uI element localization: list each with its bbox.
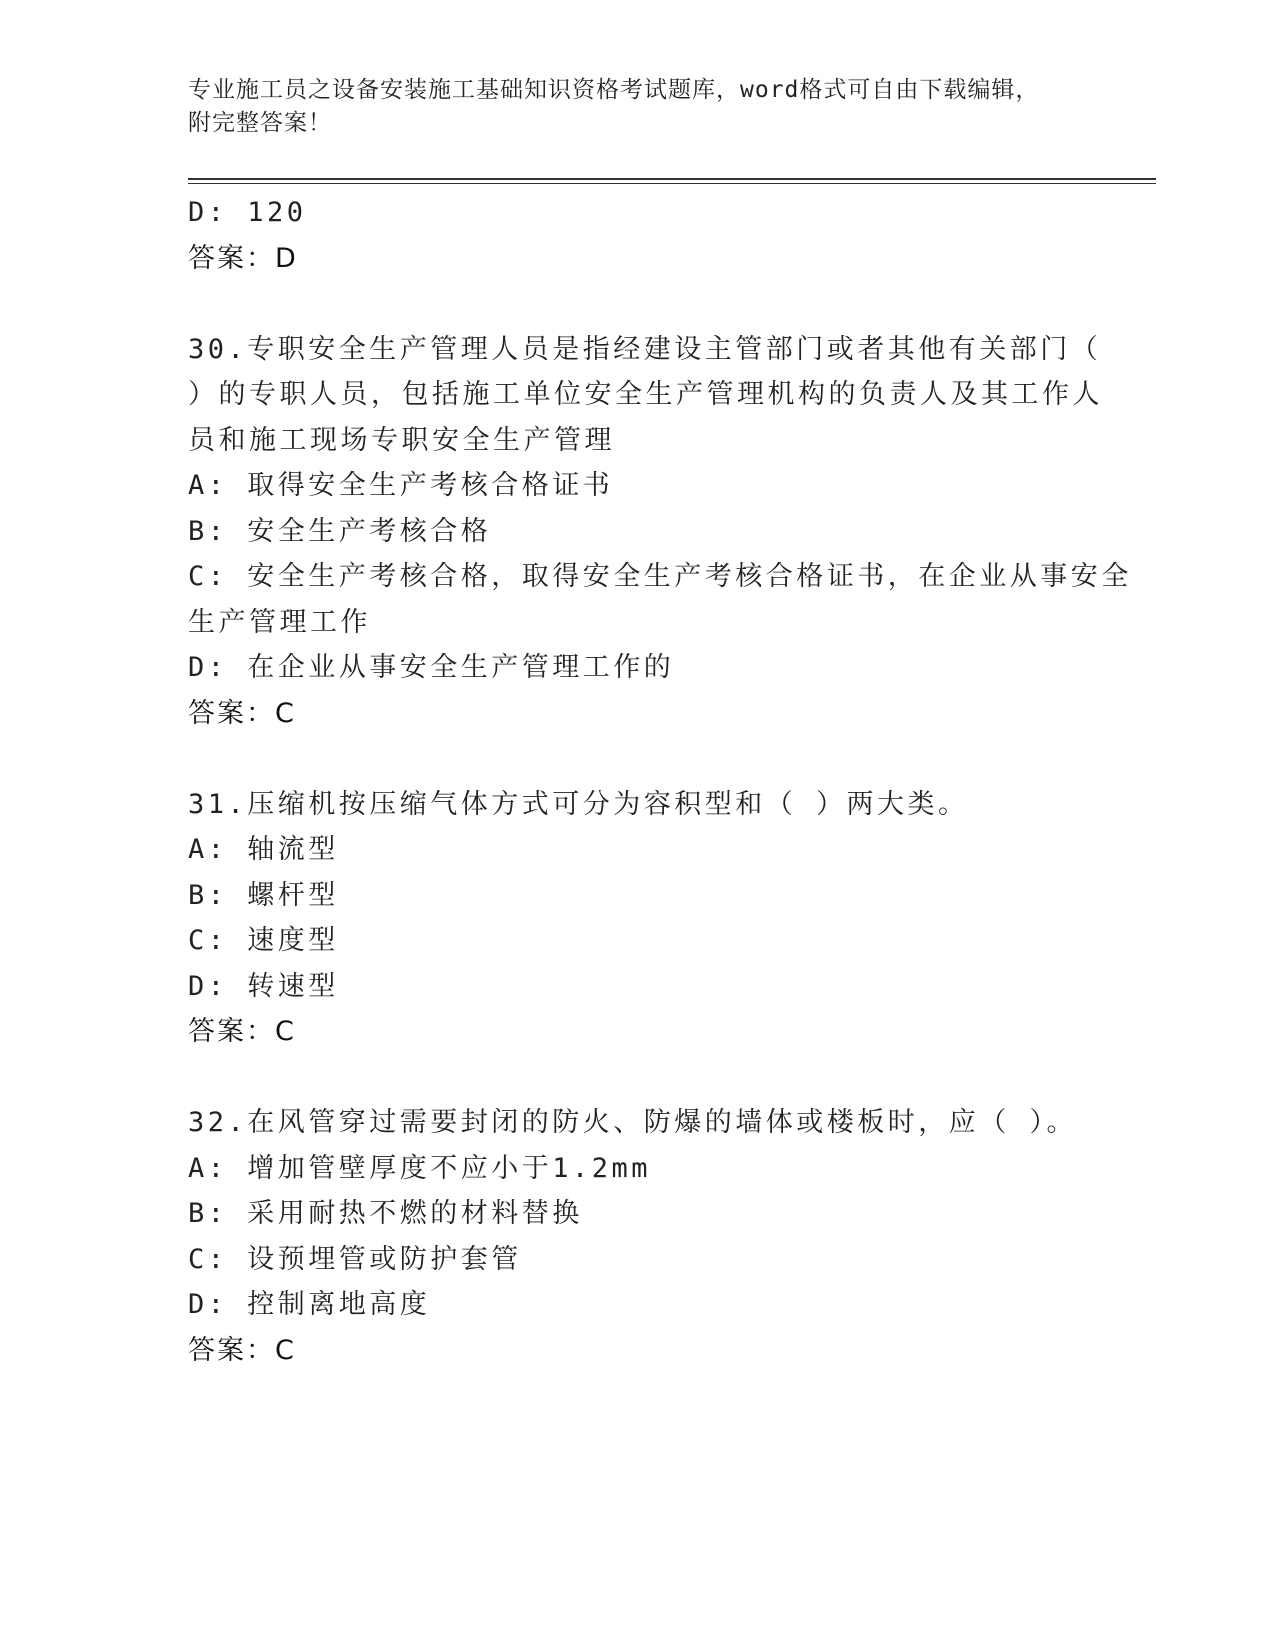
question-30: [188, 327, 1132, 737]
option-c: C: 速度型: [188, 925, 339, 956]
question-stem-line: 30.专职安全生产管理人员是指经建设主管部门或者其他有关部门（: [188, 333, 1102, 365]
question-content: [188, 190, 1132, 1373]
answer-line: 答案：C: [188, 697, 296, 729]
answer-line: 答案：C: [188, 1016, 296, 1047]
header-line-2: 附完整答案！: [188, 110, 332, 136]
option-d: D: 控制离地高度: [188, 1289, 431, 1320]
header-divider-thin: [188, 183, 1156, 184]
option-a: A: 取得安全生产考核合格证书: [188, 470, 614, 501]
question-32: [188, 1100, 1088, 1373]
option-a: A: 增加管壁厚度不应小于1.2mm: [188, 1152, 652, 1184]
header-line-1: 专业施工员之设备安装施工基础知识资格考试题库，word格式可自由下载编辑，: [188, 77, 1040, 103]
option-b: B: 安全生产考核合格: [188, 515, 492, 547]
option-a: A: 轴流型: [188, 834, 339, 865]
option-c: C: 安全生产考核合格，取得安全生产考核合格证书，在企业从事安全: [188, 561, 1132, 592]
option-d: D: 120: [188, 197, 307, 228]
question-stem-line: 31.压缩机按压缩气体方式可分为容积型和（ ）两大类。: [188, 788, 969, 820]
option-b: B: 采用耐热不燃的材料替换: [188, 1198, 583, 1229]
option-d: D: 在企业从事安全生产管理工作的: [188, 652, 675, 683]
answer-line: 答案：C: [188, 1334, 296, 1366]
option-d: D: 转速型: [188, 970, 339, 1002]
answer-line: 答案：D: [188, 242, 298, 274]
header-divider-thick: [188, 178, 1156, 180]
spacer: [188, 1055, 1088, 1101]
spacer: [188, 281, 1088, 327]
question-stem-line: 员和施工现场专职安全生产管理: [188, 424, 615, 456]
previous-question-tail: [188, 190, 1088, 281]
document-header: [188, 74, 1088, 140]
option-c: C: 设预埋管或防护套管: [188, 1243, 522, 1275]
spacer: [188, 736, 1088, 782]
question-stem-line: ）的专职人员，包括施工单位安全生产管理机构的负责人及其工作人: [188, 379, 1103, 410]
option-c-continued: 生产管理工作: [188, 606, 371, 638]
option-b: B: 螺杆型: [188, 879, 339, 911]
question-31: [188, 782, 1088, 1055]
question-stem-line: 32.在风管穿过需要封闭的防火、防爆的墙体或楼板时，应（ ）。: [188, 1107, 1078, 1138]
